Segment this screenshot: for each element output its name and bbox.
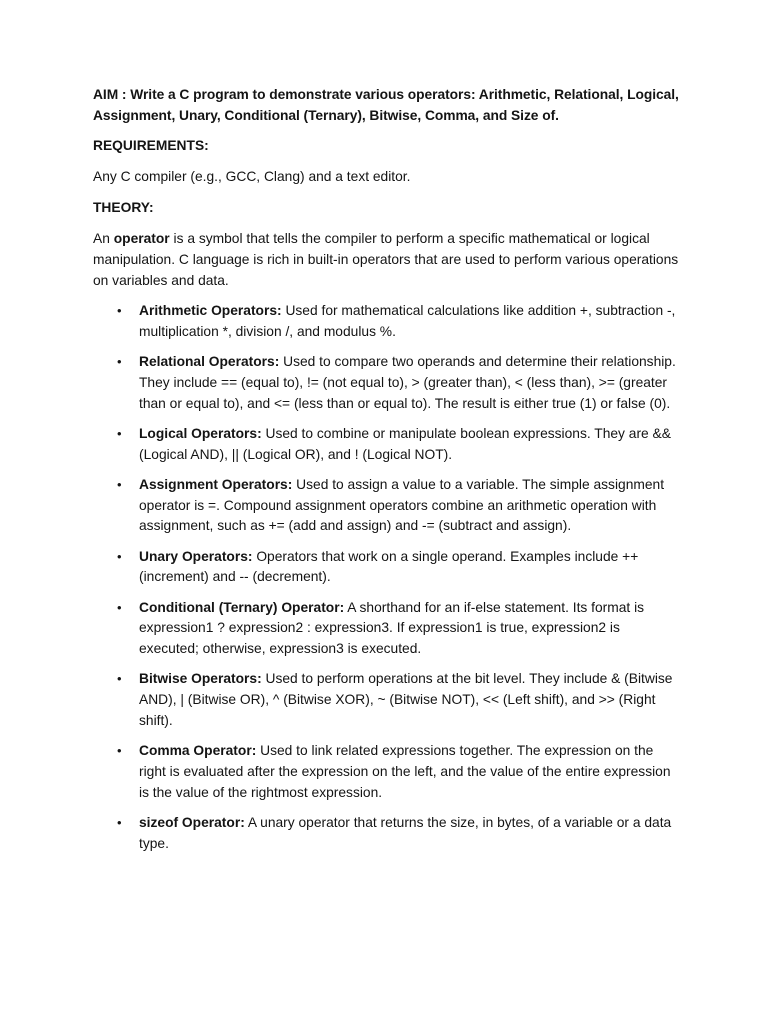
bullet-icon: •: [117, 303, 122, 318]
bullet-icon: •: [117, 599, 122, 615]
list-item-relational: [117, 352, 683, 414]
operator-name: Logical Operators:: [139, 425, 262, 441]
list-item-assignment: [117, 475, 683, 537]
list-item-arithmetic: [117, 301, 683, 343]
list-item-conditional: [117, 598, 683, 660]
requirements-heading: REQUIREMENTS:: [93, 138, 209, 153]
theory-intro-post: is a symbol that tells the compiler to perform a specific mathematical or logical manipulation. C language is rich in built-in operators that are used to perform various operations on variables and data.: [93, 231, 679, 288]
list-item-logical: [117, 424, 683, 466]
operator-description: Used for mathematical calculations like addition +, subtraction -, multiplication *, division /, and modulus %.: [139, 303, 676, 339]
operator-description: Operators that work on a single operand. Examples include ++ (increment) and -- (decrement).: [139, 548, 639, 585]
operator-name: Comma Operator:: [139, 743, 257, 759]
operator-description: A unary operator that returns the size, in bytes, of a variable or a data type.: [139, 814, 672, 851]
operator-description: Used to compare two operands and determine their relationship. They include == (equal to), != (not equal to), > (greater than), < (less than), >= (greater than or equal to), and <= (less than or equal to). The result is either true (1) or false (0).: [139, 353, 676, 411]
operator-description: Used to assign a value to a variable. The simple assignment operator is =. Compound assignment operators combine an arithmetic operation with assignment, such as += (add and assign) and -= (subtract and assign).: [139, 476, 665, 534]
list-item-unary: [117, 547, 683, 589]
operator-description: Used to perform operations at the bit level. They include & (Bitwise AND), | (Bitwise OR), ^ (Bitwise XOR), ~ (Bitwise NOT), << (Left shift), and >> (Right shift).: [139, 671, 673, 728]
aim-statement: AIM : Write a C program to demonstrate various operators: Arithmetic, Relational, Logical, Assignment, Unary, Conditional (Ternary), Bitwise, Comma, and Size of.: [93, 87, 679, 123]
theory-heading: THEORY:: [93, 200, 154, 215]
operator-name: sizeof Operator:: [139, 814, 245, 830]
bullet-icon: •: [117, 814, 122, 830]
operator-name: Assignment Operators:: [139, 476, 293, 492]
theory-intro: [93, 228, 683, 291]
bullet-icon: •: [117, 476, 122, 492]
operator-list: [93, 301, 683, 854]
list-item-bitwise: [117, 669, 683, 731]
operator-name: Conditional (Ternary) Operator:: [139, 599, 345, 615]
operator-name: Bitwise Operators:: [139, 671, 262, 687]
list-item-comma: [117, 741, 683, 803]
bullet-icon: •: [117, 425, 122, 441]
requirements-text: Any C compiler (e.g., GCC, Clang) and a text editor.: [93, 169, 411, 184]
bullet-icon: •: [117, 353, 122, 369]
theory-intro-pre: An: [93, 231, 114, 246]
list-item-sizeof: [117, 813, 683, 855]
theory-intro-keyword: operator: [113, 231, 170, 246]
operator-description: A shorthand for an if-else statement. Its format is expression1 ? expression2 : expression3. If expression1 is true, expression2 is executed; otherwise, expression3 is executed.: [139, 599, 645, 657]
operator-description: Used to combine or manipulate boolean expressions. They are && (Logical AND), || (Logical OR), and ! (Logical NOT).: [139, 425, 671, 462]
document-page: [93, 84, 683, 864]
bullet-icon: •: [117, 671, 122, 687]
operator-name: Relational Operators:: [139, 353, 280, 369]
operator-name: Unary Operators:: [139, 548, 253, 564]
operator-name: Arithmetic Operators:: [139, 303, 282, 318]
bullet-icon: •: [117, 548, 122, 564]
bullet-icon: •: [117, 743, 122, 759]
operator-description: Used to link related expressions together. The expression on the right is evaluated after the expression on the left, and the value of the entire expression is the value of the rightmost expression.: [139, 743, 671, 800]
